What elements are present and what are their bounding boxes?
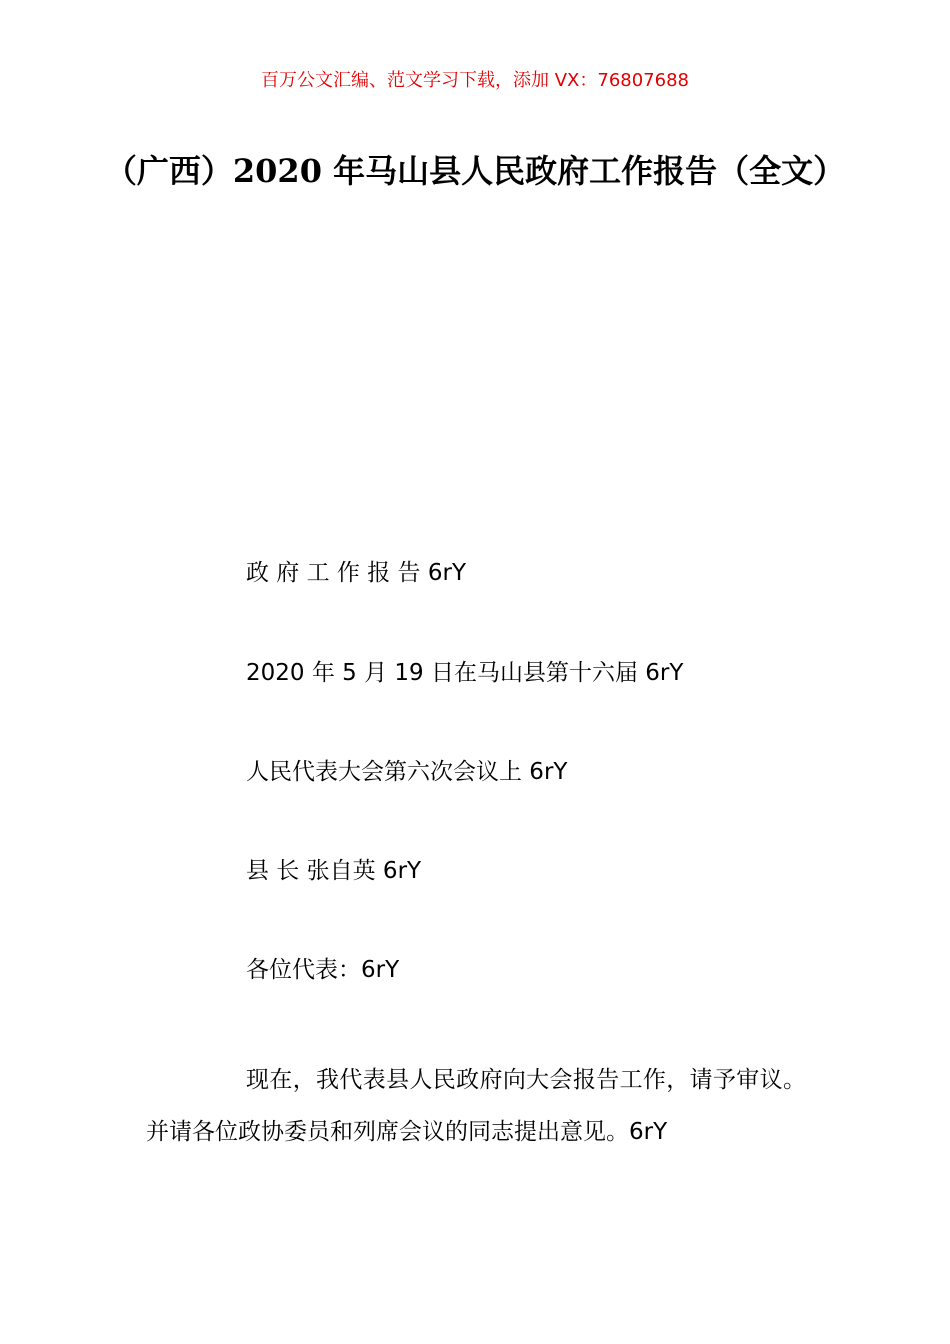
report-meeting-line: 人民代表大会第六次会议上 6rY xyxy=(246,759,568,785)
report-date-line: 2020 年 5 月 19 日在马山县第十六届 6rY xyxy=(246,660,684,686)
salutation-line: 各位代表：6rY xyxy=(246,957,400,983)
document-title: （广西）2020 年马山县人民政府工作报告（全文） xyxy=(104,152,846,190)
report-heading-line: 政 府 工 作 报 告 6rY xyxy=(246,560,467,586)
opening-paragraph: 现在，我代表县人民政府向大会报告工作，请予审议。并请各位政协委员和列席会议的同志提出意见。6rY xyxy=(146,1067,806,1145)
header-note: 百万公文汇编、范文学习下载，添加 VX：76807688 xyxy=(261,70,689,91)
report-speaker-line: 县 长 张自英 6rY xyxy=(246,858,422,884)
